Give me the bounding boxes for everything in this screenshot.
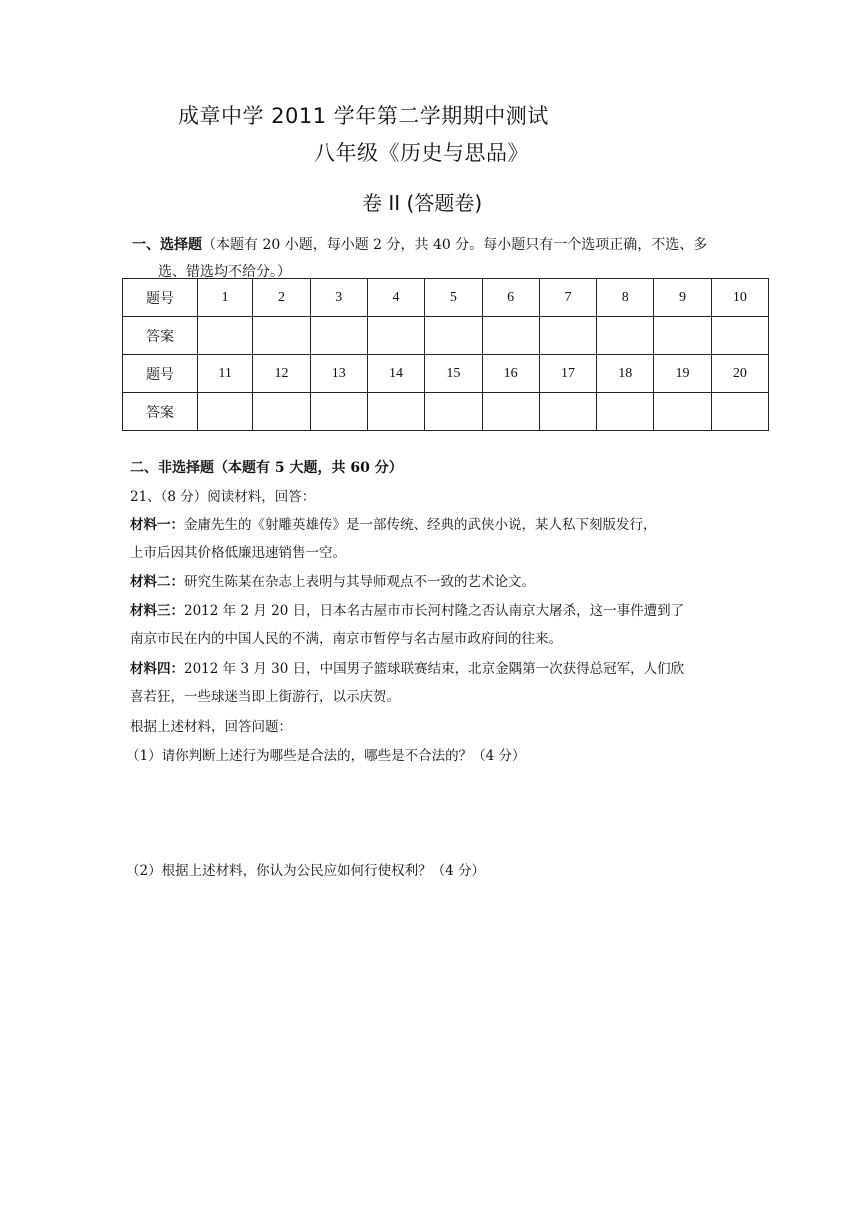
q21-intro: 21、（8 分）阅读材料，回答： xyxy=(130,489,316,505)
answer-cell[interactable] xyxy=(654,317,711,355)
question-number: 17 xyxy=(539,355,596,393)
question-number: 14 xyxy=(367,355,424,393)
question-number: 13 xyxy=(310,355,367,393)
question-number: 7 xyxy=(539,279,596,317)
material-1 xyxy=(130,513,657,533)
material-2-label: 材料二： xyxy=(130,574,184,590)
answer-cell[interactable] xyxy=(198,393,253,431)
section1-instructions-cont: 选、错选均不给分。） xyxy=(158,264,291,280)
answer-cell[interactable] xyxy=(367,393,424,431)
question-number: 12 xyxy=(253,355,310,393)
material-3-text: 2012 年 2 月 20 日，日本名古屋市市长河村隆之否认南京大屠杀，这一事件遭到了 xyxy=(184,603,685,619)
answer-cell[interactable] xyxy=(425,317,482,355)
question-number: 3 xyxy=(310,279,367,317)
question-2: （2）根据上述材料，你认为公民应如何行使权利？（4 分） xyxy=(126,863,485,879)
material-3-label: 材料三： xyxy=(130,603,184,619)
section2-heading: 二、非选择题（本题有 5 大题，共 60 分） xyxy=(130,460,403,476)
question-number: 9 xyxy=(654,279,711,317)
answer-cell[interactable] xyxy=(198,317,253,355)
question-number: 19 xyxy=(654,355,711,393)
answer-cell[interactable] xyxy=(711,317,768,355)
question-number: 18 xyxy=(597,355,654,393)
answer-label: 答案 xyxy=(123,317,198,355)
section1-heading: 一、选择题 xyxy=(132,237,202,253)
question-number: 16 xyxy=(482,355,539,393)
answer-cell[interactable] xyxy=(654,393,711,431)
question-number: 8 xyxy=(597,279,654,317)
question-number: 2 xyxy=(253,279,310,317)
number-label: 题号 xyxy=(123,355,198,393)
number-row-2 xyxy=(123,355,769,393)
answer-cell[interactable] xyxy=(597,393,654,431)
material-2-text: 研究生陈某在杂志上表明与其导师观点不一致的艺术论文。 xyxy=(184,574,535,590)
material-1-text: 金庸先生的《射雕英雄传》是一部传统、经典的武侠小说，某人私下刻版发行， xyxy=(184,517,657,533)
answer-cell[interactable] xyxy=(310,317,367,355)
material-1-label: 材料一： xyxy=(130,517,184,533)
answer-row-2 xyxy=(123,393,769,431)
number-label: 题号 xyxy=(123,279,198,317)
answer-cell[interactable] xyxy=(253,317,310,355)
exam-title: 成章中学 2011 学年第二学期期中测试 xyxy=(178,104,549,128)
answer-row-1 xyxy=(123,317,769,355)
material-4 xyxy=(130,657,684,677)
material-4-text: 2012 年 3 月 30 日，中国男子篮球联赛结束，北京金隅第一次获得总冠军，人们欣 xyxy=(184,661,685,677)
answer-cell[interactable] xyxy=(482,393,539,431)
question-number: 10 xyxy=(711,279,768,317)
answer-cell[interactable] xyxy=(597,317,654,355)
number-row-1 xyxy=(123,279,769,317)
material-2 xyxy=(130,570,535,590)
answer-cell[interactable] xyxy=(425,393,482,431)
material-4-label: 材料四： xyxy=(130,661,184,677)
material-3-cont: 南京市民在内的中国人民的不满，南京市暂停与名古屋市政府间的往来。 xyxy=(130,631,562,647)
exam-paper-label: 卷 II (答题卷) xyxy=(362,191,483,215)
section1-instructions-text: （本题有 20 小题，每小题 2 分，共 40 分。每小题只有一个选项正确，不选、多 xyxy=(202,237,708,253)
answer-grid xyxy=(122,278,769,431)
question-number: 1 xyxy=(198,279,253,317)
question-1: （1）请你判断上述行为哪些是合法的，哪些是不合法的？（4 分） xyxy=(126,748,526,764)
question-number: 20 xyxy=(711,355,768,393)
answer-cell[interactable] xyxy=(711,393,768,431)
question-number: 4 xyxy=(367,279,424,317)
material-3 xyxy=(130,599,684,619)
question-number: 15 xyxy=(425,355,482,393)
answer-cell[interactable] xyxy=(367,317,424,355)
answer-cell[interactable] xyxy=(482,317,539,355)
answer-cell[interactable] xyxy=(253,393,310,431)
answer-cell[interactable] xyxy=(539,393,596,431)
material-4-cont: 喜若狂，一些球迷当即上街游行，以示庆贺。 xyxy=(130,689,400,705)
question-number: 5 xyxy=(425,279,482,317)
answer-label: 答案 xyxy=(123,393,198,431)
question-number: 6 xyxy=(482,279,539,317)
answer-cell[interactable] xyxy=(539,317,596,355)
material-1-cont: 上市后因其价格低廉迅速销售一空。 xyxy=(130,545,346,561)
question-prompt: 根据上述材料，回答问题： xyxy=(130,719,292,735)
exam-subject: 八年级《历史与思品》 xyxy=(314,141,529,165)
answer-cell[interactable] xyxy=(310,393,367,431)
question-number: 11 xyxy=(198,355,253,393)
